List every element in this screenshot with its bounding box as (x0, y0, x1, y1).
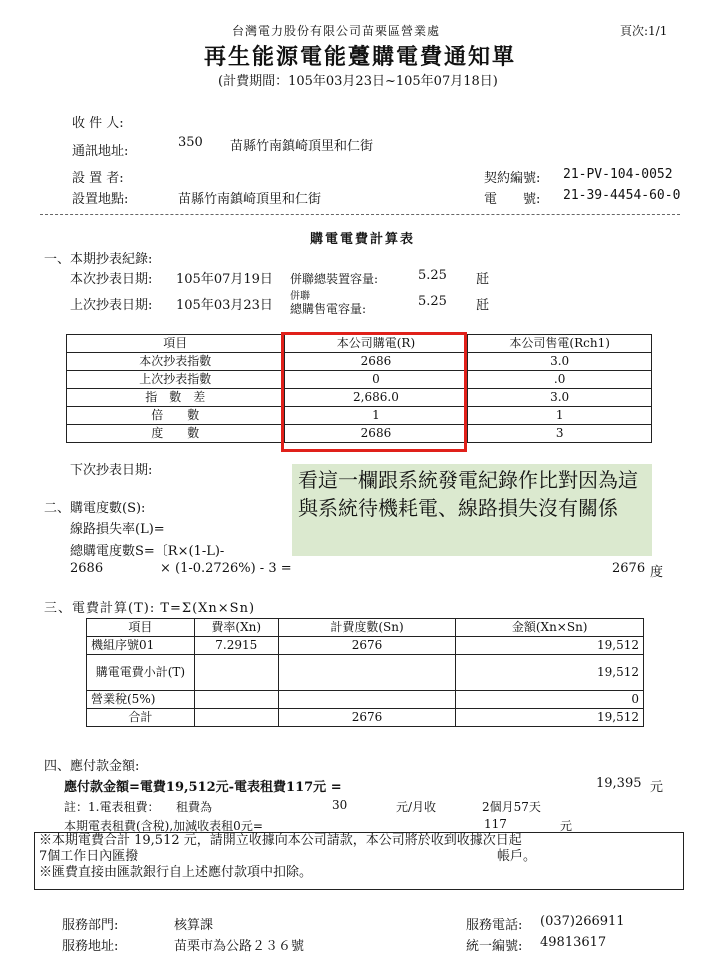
this-read-date: 105年07月19日 (176, 272, 273, 287)
service-addr: 苗栗市為公路２３６號 (174, 939, 305, 954)
amount-value: 0 (456, 691, 644, 709)
total-kwh: 2676 (612, 561, 646, 576)
row-label: 機組序號01 (87, 637, 195, 655)
payable-amount: 19,395 (596, 776, 642, 791)
payable-formula: 應付款金額=電費19,512元-電表租費117元 = (64, 780, 342, 795)
notice-line-2b: 帳戶。 (497, 849, 537, 864)
calc-table-title: 購電電費計算表 (310, 232, 416, 247)
rent-unit: 元/月收 (396, 800, 437, 814)
location-value: 苗縣竹南鎮崎頂里和仁街 (178, 192, 322, 207)
rent-label: 租費為 (176, 800, 213, 814)
calc-base: 2686 (70, 561, 104, 576)
sale-value: 3.0 (468, 353, 652, 371)
header-sale: 本公司售電(Rch1) (468, 335, 652, 353)
rate-value (194, 655, 278, 691)
notice-line-2 (39, 849, 679, 865)
divider (40, 214, 680, 215)
last-read-date: 105年03月23日 (176, 298, 273, 313)
tax-id: 49813617 (540, 935, 607, 950)
company-name: 台灣電力股份有限公司苗栗區營業處 (232, 24, 441, 38)
capacity2-label: 總購售電容量: (290, 302, 367, 316)
row-label: 度 數 (67, 425, 285, 443)
header-rate: 費率(Xn) (194, 619, 278, 637)
location-label: 設置地點: (72, 192, 129, 207)
row-label: 營業稅(5%) (87, 691, 195, 709)
table-row (87, 655, 644, 691)
kwh-value: 2676 (278, 637, 456, 655)
header-item: 項目 (67, 335, 285, 353)
section3-heading: 三、電費計算(T): T=Σ(Xn×Sn) (44, 601, 256, 616)
contract-number: 21-PV-104-0052 (563, 167, 673, 182)
service-dept-label: 服務部門: (62, 918, 119, 933)
tax-id-label: 統一編號: (466, 939, 523, 954)
contract-label: 契約編號: (484, 171, 541, 186)
purchase-value: 2686 (284, 425, 468, 443)
phone-number: 21-39-4454-60-0 (563, 188, 681, 203)
header-purchase: 本公司購電(R) (284, 335, 468, 353)
sale-value: .0 (468, 371, 652, 389)
total-kwh-unit: 度 (650, 565, 664, 580)
billing-period: (計費期間：105年03月23日~105年07月18日) (218, 74, 498, 89)
fee-table (86, 618, 644, 727)
row-label: 指 數 差 (67, 389, 285, 407)
annotation-note: 看這一欄跟系統發電紀錄作比對因為這與系統待機耗電、線路損失沒有關係 (292, 464, 652, 556)
amount-value: 19,512 (456, 709, 644, 727)
table-row (87, 691, 644, 709)
header-item: 項目 (87, 619, 195, 637)
payable-unit: 元 (650, 780, 664, 795)
section2-heading: 二、購電度數(S): (44, 501, 146, 516)
amount-value: 19,512 (456, 655, 644, 691)
sale-value: 1 (468, 407, 652, 425)
kwh-value (278, 691, 456, 709)
address-label: 通訊地址: (72, 144, 129, 159)
rent-period: 2個月57天 (482, 800, 541, 814)
notice-line-3: ※匯費直接由匯款銀行自上述應付款項中扣除。 (39, 865, 313, 880)
capacity2-value: 5.25 (418, 294, 447, 309)
rate-value: 7.2915 (194, 637, 278, 655)
line-loss-label: 線路損失率(L)= (70, 522, 165, 537)
capacity2-label-top: 併聯 (290, 291, 310, 302)
purchase-value: 2,686.0 (284, 389, 468, 407)
section4-heading: 四、應付款金額: (44, 759, 140, 774)
page-number: 頁次:1/1 (620, 24, 668, 38)
service-tel-label: 服務電話: (466, 918, 523, 933)
notice-line-1: ※本期電費合計 19,512 元，請開立收據向本公司請款，本公司將於收到收據次日起 (39, 833, 522, 848)
row-label: 合計 (87, 709, 195, 727)
header-kwh: 計費度數(Sn) (278, 619, 456, 637)
section1-heading: 一、本期抄表紀錄: (44, 252, 153, 267)
rent-note-label: 註：1.電表租費： (64, 800, 160, 814)
rate-value (194, 709, 278, 727)
purchase-column-highlight (281, 332, 467, 452)
row-label: 本次抄表指數 (67, 353, 285, 371)
amount-value: 19,512 (456, 637, 644, 655)
header-amount: 金額(Xn×Sn) (456, 619, 644, 637)
row-label: 購電電費小計(T) (87, 655, 195, 691)
rate-value (194, 691, 278, 709)
next-read-date-label: 下次抄表日期: (70, 463, 153, 478)
rent-tax-unit: 元 (560, 819, 573, 833)
total-formula: 總購電度數S=〔R×(1-L)- (70, 544, 225, 559)
capacity2-unit: 瓩 (476, 298, 490, 313)
service-addr-label: 服務地址: (62, 939, 119, 954)
phone-label: 電 號: (484, 192, 541, 207)
last-read-date-label: 上次抄表日期: (70, 298, 153, 313)
notice-line-2a: 7個工作日內匯撥 (39, 849, 139, 864)
recipient-label: 收 件 人: (72, 116, 124, 131)
capacity1-label: 併聯總裝置容量: (290, 272, 379, 286)
document-title: 再生能源電能躉購電費通知單 (204, 44, 517, 70)
kwh-value (278, 655, 456, 691)
rent-tax-value: 117 (484, 817, 507, 831)
capacity1-unit: 瓩 (476, 272, 490, 287)
row-label: 倍 數 (67, 407, 285, 425)
address-code: 350 (178, 135, 203, 150)
sale-value: 3.0 (468, 389, 652, 407)
capacity1-value: 5.25 (418, 268, 447, 283)
installer-label: 設 置 者: (72, 171, 124, 186)
row-label: 上次抄表指數 (67, 371, 285, 389)
calc-expression: × (1-0.2726%) - 3 = (160, 561, 292, 576)
service-tel: (037)266911 (540, 914, 625, 929)
purchase-value: 0 (284, 371, 468, 389)
table-header-row (87, 619, 644, 637)
table-row (87, 709, 644, 727)
service-dept: 核算課 (174, 918, 214, 933)
table-row (87, 637, 644, 655)
purchase-value: 2686 (284, 353, 468, 371)
payment-notice-box (34, 832, 684, 890)
rent-value: 30 (332, 798, 348, 812)
address-value: 苗縣竹南鎮崎頂里和仁街 (230, 139, 374, 154)
sale-value: 3 (468, 425, 652, 443)
rent-tax-line: 本期電表租費(含稅),加減收表租0元= (64, 819, 263, 833)
purchase-value: 1 (284, 407, 468, 425)
kwh-value: 2676 (278, 709, 456, 727)
this-read-date-label: 本次抄表日期: (70, 272, 153, 287)
